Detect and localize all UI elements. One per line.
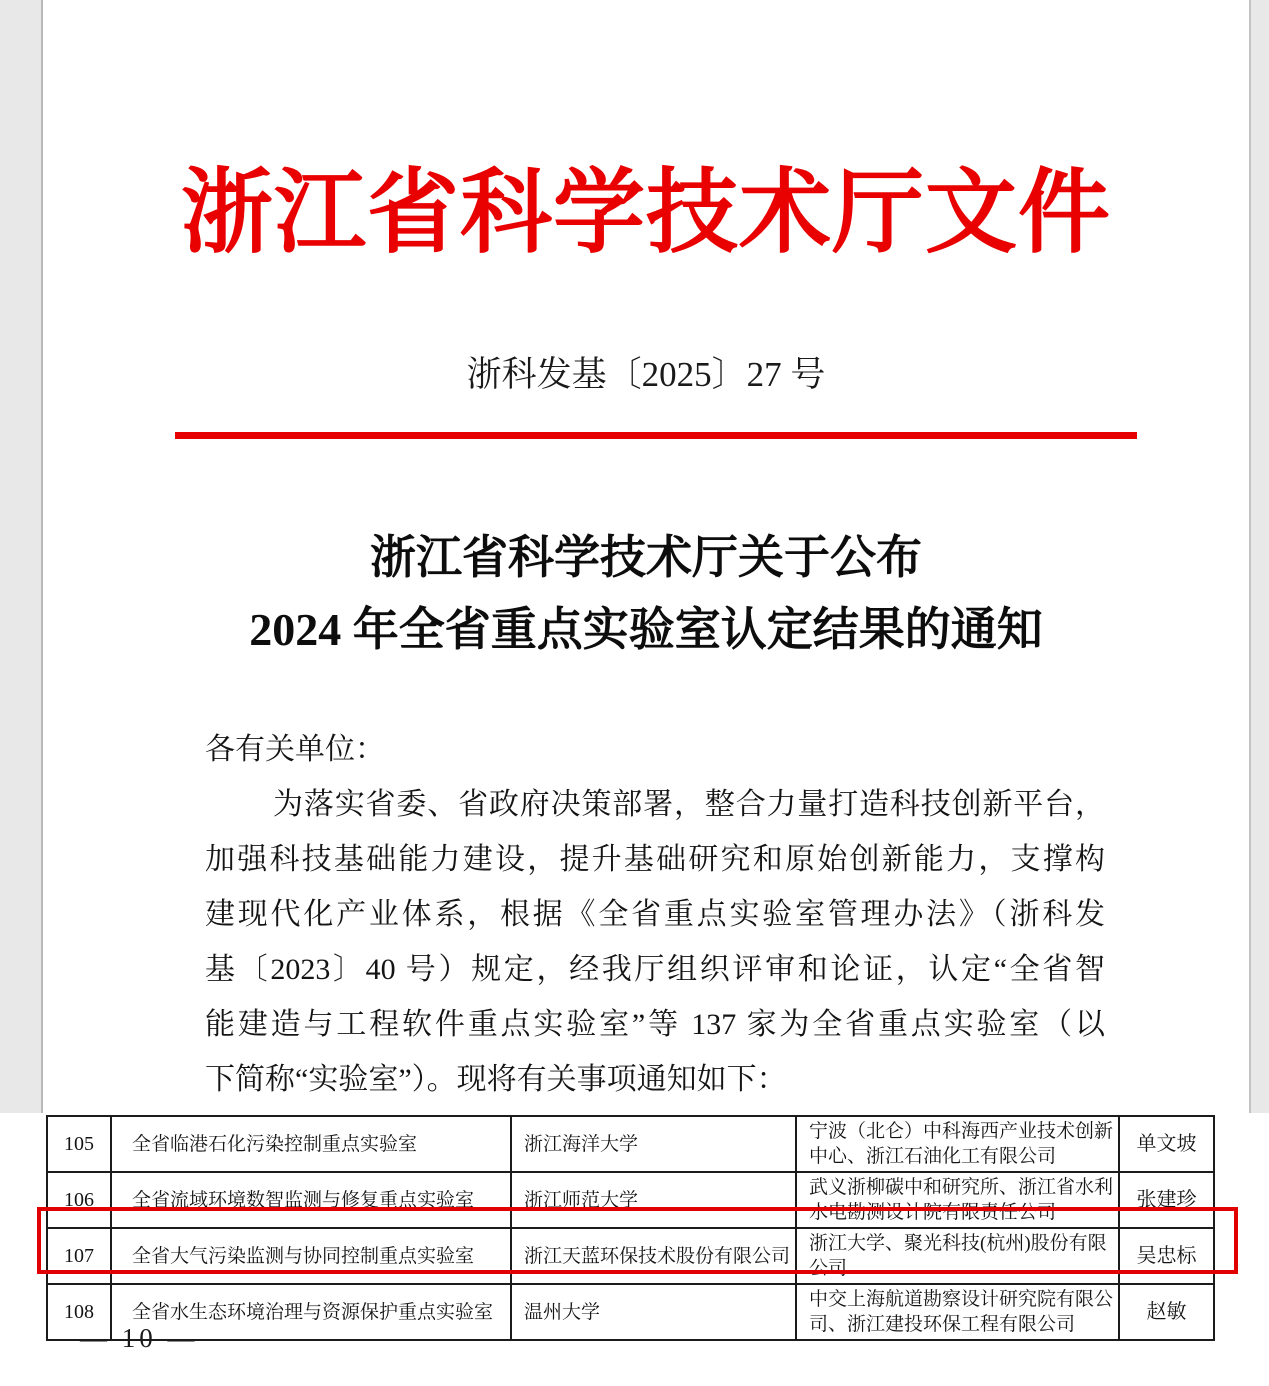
cell-partner-units: 浙江大学、聚光科技(杭州)股份有限公司 — [796, 1228, 1119, 1284]
body-line: 加强科技基础能力建设，提升基础研究和原始创新能力，支撑构 — [205, 843, 1105, 876]
cell-partner-units: 武义浙柳碳中和研究所、浙江省水利水电勘测设计院有限责任公司 — [796, 1172, 1119, 1228]
document-number: 浙科发基〔2025〕27 号 — [466, 355, 826, 394]
cell-partner-units: 中交上海航道勘察设计研究院有限公司、浙江建投环保工程有限公司 — [796, 1284, 1119, 1340]
table-row-107-highlighted — [47, 1228, 1214, 1284]
cell-lab-name: 全省大气污染监测与协同控制重点实验室 — [111, 1228, 511, 1284]
page-margin-left — [0, 0, 43, 1113]
table-row-108 — [47, 1284, 1214, 1340]
cell-row-number: 108 — [47, 1284, 111, 1340]
table-row-105 — [47, 1116, 1214, 1172]
cell-lab-name: 全省临港石化污染控制重点实验室 — [111, 1116, 511, 1172]
body-line: 为落实省委、省政府决策部署，整合力量打造科技创新平台， — [273, 788, 1105, 821]
cell-partner-units: 宁波（北仑）中科海西产业技术创新中心、浙江石油化工有限公司 — [796, 1116, 1119, 1172]
cell-lab-name: 全省水生态环境治理与资源保护重点实验室 — [111, 1284, 511, 1340]
cell-lab-name: 全省流域环境数智监测与修复重点实验室 — [111, 1172, 511, 1228]
body-line: 下简称“实验室”）。现将有关事项通知如下： — [205, 1063, 787, 1096]
agency-header-title: 浙江省科学技术厅文件 — [180, 162, 1111, 264]
notice-title-line2: 2024 年全省重点实验室认定结果的通知 — [249, 604, 1043, 655]
body-line: 能建造与工程软件重点实验室”等 137 家为全省重点实验室（以 — [205, 1008, 1105, 1041]
cell-row-number: 105 — [47, 1116, 111, 1172]
cell-host-unit: 浙江天蓝环保技术股份有限公司 — [511, 1228, 796, 1284]
cell-host-unit: 浙江海洋大学 — [511, 1116, 796, 1172]
body-line: 建现代化产业体系，根据《全省重点实验室管理办法》（浙科发 — [205, 898, 1105, 931]
labs-table — [46, 1115, 1215, 1341]
notice-title-line1: 浙江省科学技术厅关于公布 — [370, 532, 922, 583]
notice-title — [43, 522, 1249, 666]
cell-director: 赵敏 — [1119, 1284, 1214, 1340]
cell-row-number: 107 — [47, 1228, 111, 1284]
cell-director: 单文坡 — [1119, 1116, 1214, 1172]
table-row-106 — [47, 1172, 1214, 1228]
cell-director: 吴忠标 — [1119, 1228, 1214, 1284]
cell-row-number: 106 — [47, 1172, 111, 1228]
cell-host-unit: 温州大学 — [511, 1284, 796, 1340]
red-divider-rule — [175, 432, 1137, 439]
page-number: — 10 — — [80, 1323, 199, 1353]
salutation: 各有关单位： — [205, 733, 385, 766]
cell-director: 张建珍 — [1119, 1172, 1214, 1228]
body-paragraph — [205, 722, 1105, 1107]
body-line: 基〔2023〕40 号）规定，经我厅组织评审和论证，认定“全省智 — [205, 953, 1105, 986]
cell-host-unit: 浙江师范大学 — [511, 1172, 796, 1228]
page-margin-right — [1249, 0, 1269, 1113]
